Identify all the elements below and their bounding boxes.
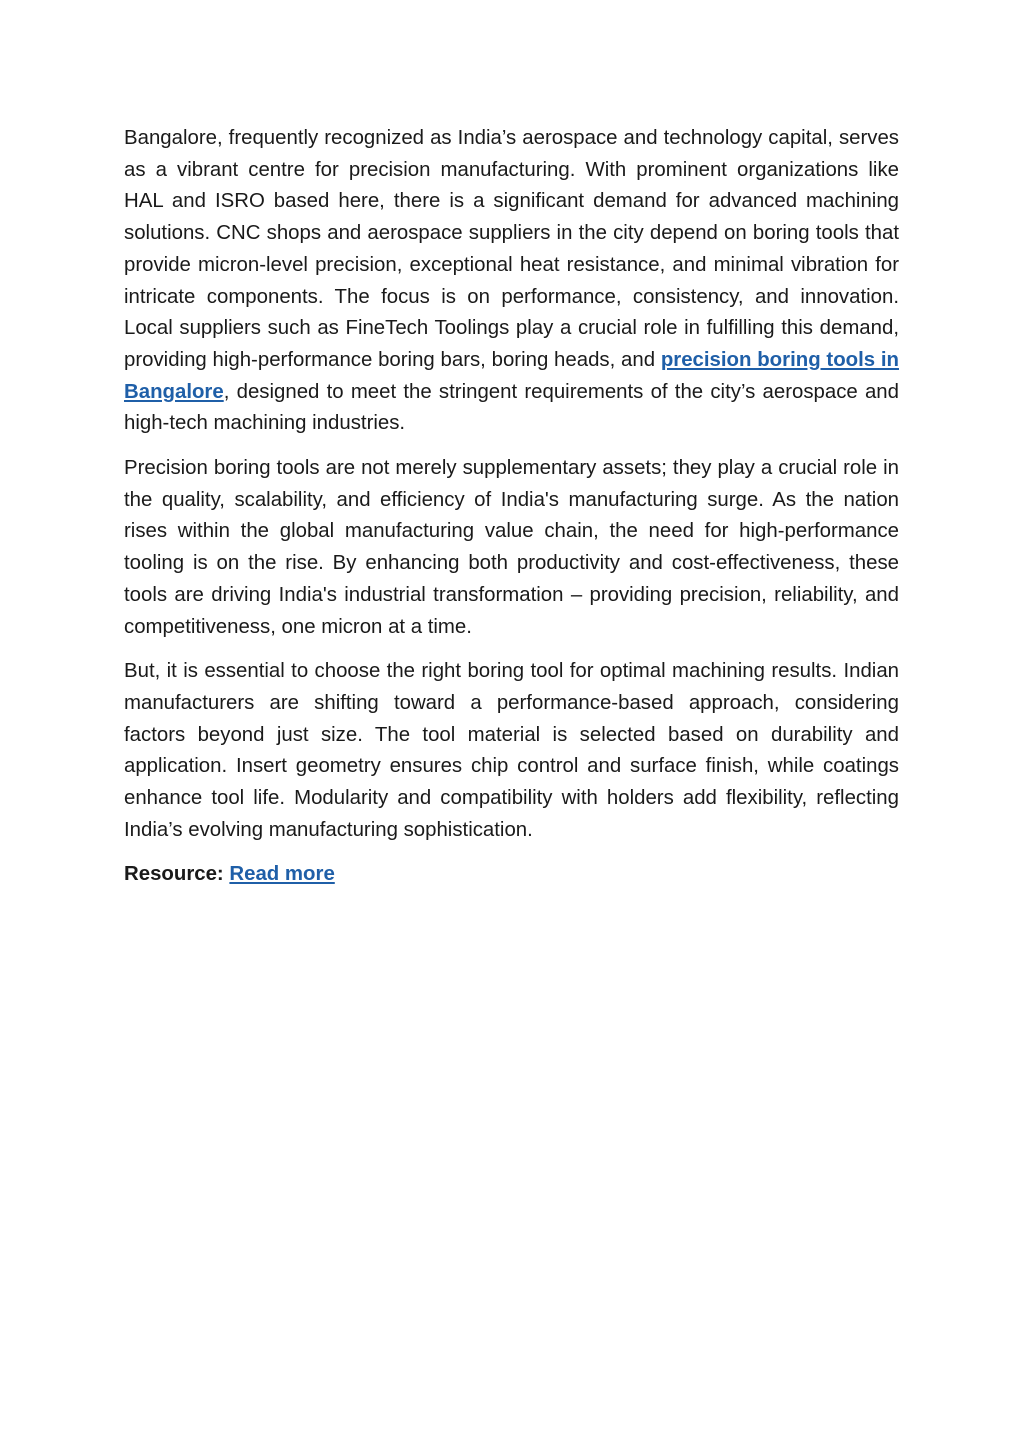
paragraph-choosing-tool: But, it is essential to choose the right boring tool for optimal machining results. Indian manufacturers are shifting toward a performance-based approach, considering factors beyond just size. The tool material is selected based on durability and application. Insert geometry ensures chip control and surface finish, while coatings enhance tool life. Modularity and compatibility with holders add flexibility, reflecting India’s evolving manufacturing sophistication. (124, 660, 899, 841)
paragraph-intro (124, 123, 899, 440)
paragraph-intro-text-end: , designed to meet the stringent requirements of the city’s aerospace and high-tech machining industries. (124, 380, 899, 435)
resource-label: Resource: (124, 863, 230, 886)
precision-boring-tools-link[interactable]: precision boring tools in Bangalore (124, 348, 899, 403)
read-more-link[interactable]: Read more (229, 863, 335, 886)
paragraph-intro-text-start: Bangalore, frequently recognized as India’s aerospace and technology capital, serves as a vibrant centre for precision manufacturing. With prominent organizations like HAL and ISRO based here, there is a significant demand for advanced machining solutions. CNC shops and aerospace suppliers in the city depend on boring tools that provide micron-level precision, exceptional heat resistance, and minimal vibration for intricate components. The focus is on performance, consistency, and innovation. Local suppliers such as FineTech Toolings play a crucial role in fulfilling this demand, providing high-performance boring bars, boring heads, and (124, 127, 899, 371)
paragraph-precision-tools: Precision boring tools are not merely supplementary assets; they play a crucial role in the quality, scalability, and efficiency of India's manufacturing surge. As the nation rises within the global manufacturing value chain, the need for high-performance tooling is on the rise. By enhancing both productivity and cost-effectiveness, these tools are driving India's industrial transformation – providing precision, reliability, and competitiveness, one micron at a time. (124, 457, 899, 638)
resource-line (124, 859, 899, 891)
document-body (124, 123, 899, 891)
